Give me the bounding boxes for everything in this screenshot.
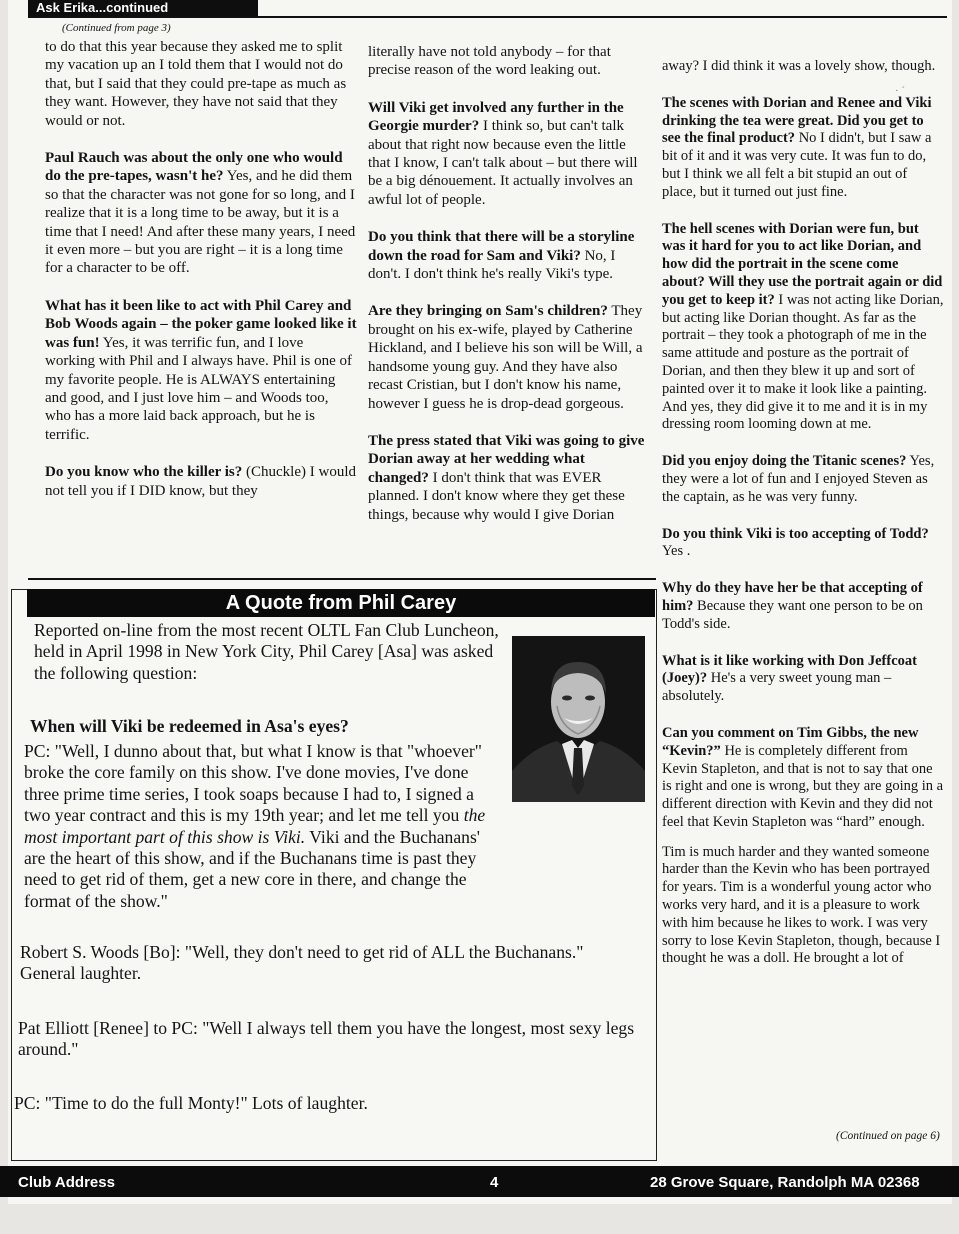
question: Do you think Viki is too accepting of Todd?: [662, 525, 929, 542]
answer: Because they want one person to be on Todd's side.: [662, 597, 923, 632]
paragraph: to do that this year because they asked me to split my vacation up an I told them that I would not do that, but I said that they could pre-tape as much as they want. However, they have not said that they would or not.: [45, 39, 347, 129]
quote-monty: PC: "Time to do the full Monty!" Lots of laughter.: [14, 1093, 368, 1113]
question: Will Viki get involved any further in the Georgie murder?: [368, 99, 624, 135]
question: Why do they have her be that accepting of him?: [662, 580, 923, 614]
qa-item: [662, 580, 944, 633]
answer: No I didn't, but I saw a bit of it and it was very cute. It was fun to do, but I think we all felt a bit stupid an out of place, but it turned out just fine.: [662, 130, 932, 200]
article-column-3: [662, 58, 944, 968]
quote-question: When will Viki be redeemed in Asa's eyes?: [30, 716, 349, 736]
question: The scenes with Dorian and Renee and Viki drinking the tea were great. Did you get to see the final product?: [662, 94, 932, 147]
section-title: Ask Erika...continued: [36, 0, 169, 15]
qa-item: [662, 526, 944, 562]
quote-elliott: Pat Elliott [Renee] to PC: "Well I always tell them you have the longest, most sexy legs around.": [18, 1018, 635, 1060]
qa-item: [368, 302, 646, 412]
answer: Yes, it was terrific fun, and I love working with Phil and I always have. Phil is one of my favorite people. He is ALWAYS entertaining and good, and I just love him – and Woods too, who has a more laid back approach, but he is terrific.: [45, 334, 353, 443]
quote-title: A Quote from Phil Carey: [225, 592, 457, 614]
continued-from-note: (Continued from page 3): [62, 22, 171, 34]
answer: He is completely different from Kevin Stapleton, and that is not to say that one is right and one is wrong, but they are going in a different direction with Kevin and they did not feel that Kevin Stapleton was “hard” enough.: [662, 742, 944, 830]
answer: I think so, but can't talk about that right now because even the little that I know, I can't talk about – but there will be a big dénouement. It actually involves an awful lot of people.: [368, 118, 638, 208]
question: The press stated that Viki was going to give Dorian away at her wedding what changed?: [368, 432, 645, 486]
qa-item: [662, 95, 944, 202]
footer-club-address: Club Address: [18, 1174, 115, 1191]
question: The hell scenes with Dorian were fun, but was it hard for you to act like Dorian, and how did the portrait in the scene come about? Will they use the portrait again or did you get to keep it?: [662, 220, 943, 308]
quote-header-bar: [27, 589, 655, 617]
stray-mark: · ´: [895, 85, 906, 97]
qa-item: [45, 463, 357, 500]
page-number: 4: [490, 1174, 499, 1191]
quote-answer: PC: "Well, I dunno about that, but what I know is that "whoever" broke the core family on this show. I've done movies, I've done three prime time series, I took soaps because I had to, I signed a two year contract and this is my 19th year; and let me tell you the most important part of this show is Viki. Viki and the Buchanans' are the heart of this show, and if the Buchanans time is past they need to get rid of them, get a new core in there, and change the format of the show.": [24, 741, 486, 911]
answer: He's a very sweet young man – absolutely.: [662, 670, 892, 705]
question: What is it like working with Don Jeffcoat (Joey)?: [662, 652, 917, 687]
qa-item: [45, 149, 357, 278]
qa-item: [662, 653, 944, 706]
continued-on-note: (Continued on page 6): [836, 1130, 940, 1142]
question: Do you know who the killer is?: [45, 464, 243, 481]
qa-item: [662, 453, 944, 506]
qa-item: [368, 99, 646, 209]
answer: I don't think that was EVER planned. I don't know where they get these things, because why would I give Dorian: [368, 469, 625, 523]
paragraph: away? I did think it was a lovely show, though.: [662, 58, 936, 74]
quote-woods: Robert S. Woods [Bo]: "Well, they don't need to get rid of ALL the Buchanans." General laughter.: [20, 942, 584, 984]
question: Do you think that there will be a storyline down the road for Sam and Viki?: [368, 229, 635, 264]
answer: No, I don't. I don't think he's really Viki's type.: [368, 247, 616, 283]
header-rule: [28, 16, 947, 18]
qa-item: [45, 297, 357, 444]
qa-item: [662, 221, 944, 435]
answer: Yes .: [662, 543, 691, 560]
page-footer: [0, 1166, 959, 1197]
section-divider: [28, 578, 656, 580]
qa-item: [368, 228, 646, 283]
question: What has it been like to act with Phil Carey and Bob Woods again – the poker game looked like it was fun!: [45, 297, 357, 351]
answer: Yes, they were a lot of fun and I enjoyed Steven as the captain, as he was very funny.: [662, 453, 935, 505]
answer: They brought on his ex-wife, played by Catherine Hickland, and I believe his son will be Will, a handsome young guy. And they have also recast Cristian, but I don't know his name, however I guess he is drop-dead gorgeous.: [368, 303, 643, 412]
question: Did you enjoy doing the Titanic scenes?: [662, 453, 907, 470]
question: Paul Rauch was about the only one who would do the pre-tapes, wasn't he?: [45, 150, 343, 185]
section-header-bar: [28, 0, 258, 17]
paragraph: literally have not told anybody – for that precise reason of the word leaking out.: [368, 44, 611, 79]
footer-street-address: 28 Grove Square, Randolph MA 02368: [650, 1174, 920, 1191]
qa-item: [368, 432, 646, 524]
answer: (Chuckle) I would not tell you if I DID know, but they: [45, 464, 356, 499]
answer: Yes, and he did them so that the character was not gone for so long, and I realize that it is a long time to be away, but it is a time that I need! And after these many years, I need it even more – but you are right – it is a long time for a character to be off.: [45, 168, 356, 277]
qa-item: [662, 725, 944, 832]
question: Can you comment on Tim Gibbs, the new “Kevin?”: [662, 724, 919, 759]
quote-intro: Reported on-line from the most recent OLTL Fan Club Luncheon, held in April 1998 in New York City, Phil Carey [Asa] was asked the following question:: [34, 620, 499, 683]
article-column-2: [368, 43, 646, 524]
question: Are they bringing on Sam's children?: [368, 303, 608, 320]
article-column-1: [45, 38, 357, 500]
paragraph: Tim is much harder and they wanted someone harder than the Kevin who has been portrayed for years. Tim is a wonderful young actor who works very hard, and it is a pleasure to work with him because he likes to work. I was very sorry to lose Kevin Stapleton, though, because I thought he was a doll. He brought a lot of: [662, 843, 941, 967]
emphasis: the most important part of this show is Viki.: [24, 805, 486, 847]
answer: I was not acting like Dorian, but acting like Dorian thought. As far as the portrait – they took a photograph of me in the same attitude and posture as the portrait of Dorian, and then they blew it up and sort of painted over it to make it look like a painting. And yes, they did give it to me and it is in my dressing room looming down at me.: [662, 291, 944, 433]
